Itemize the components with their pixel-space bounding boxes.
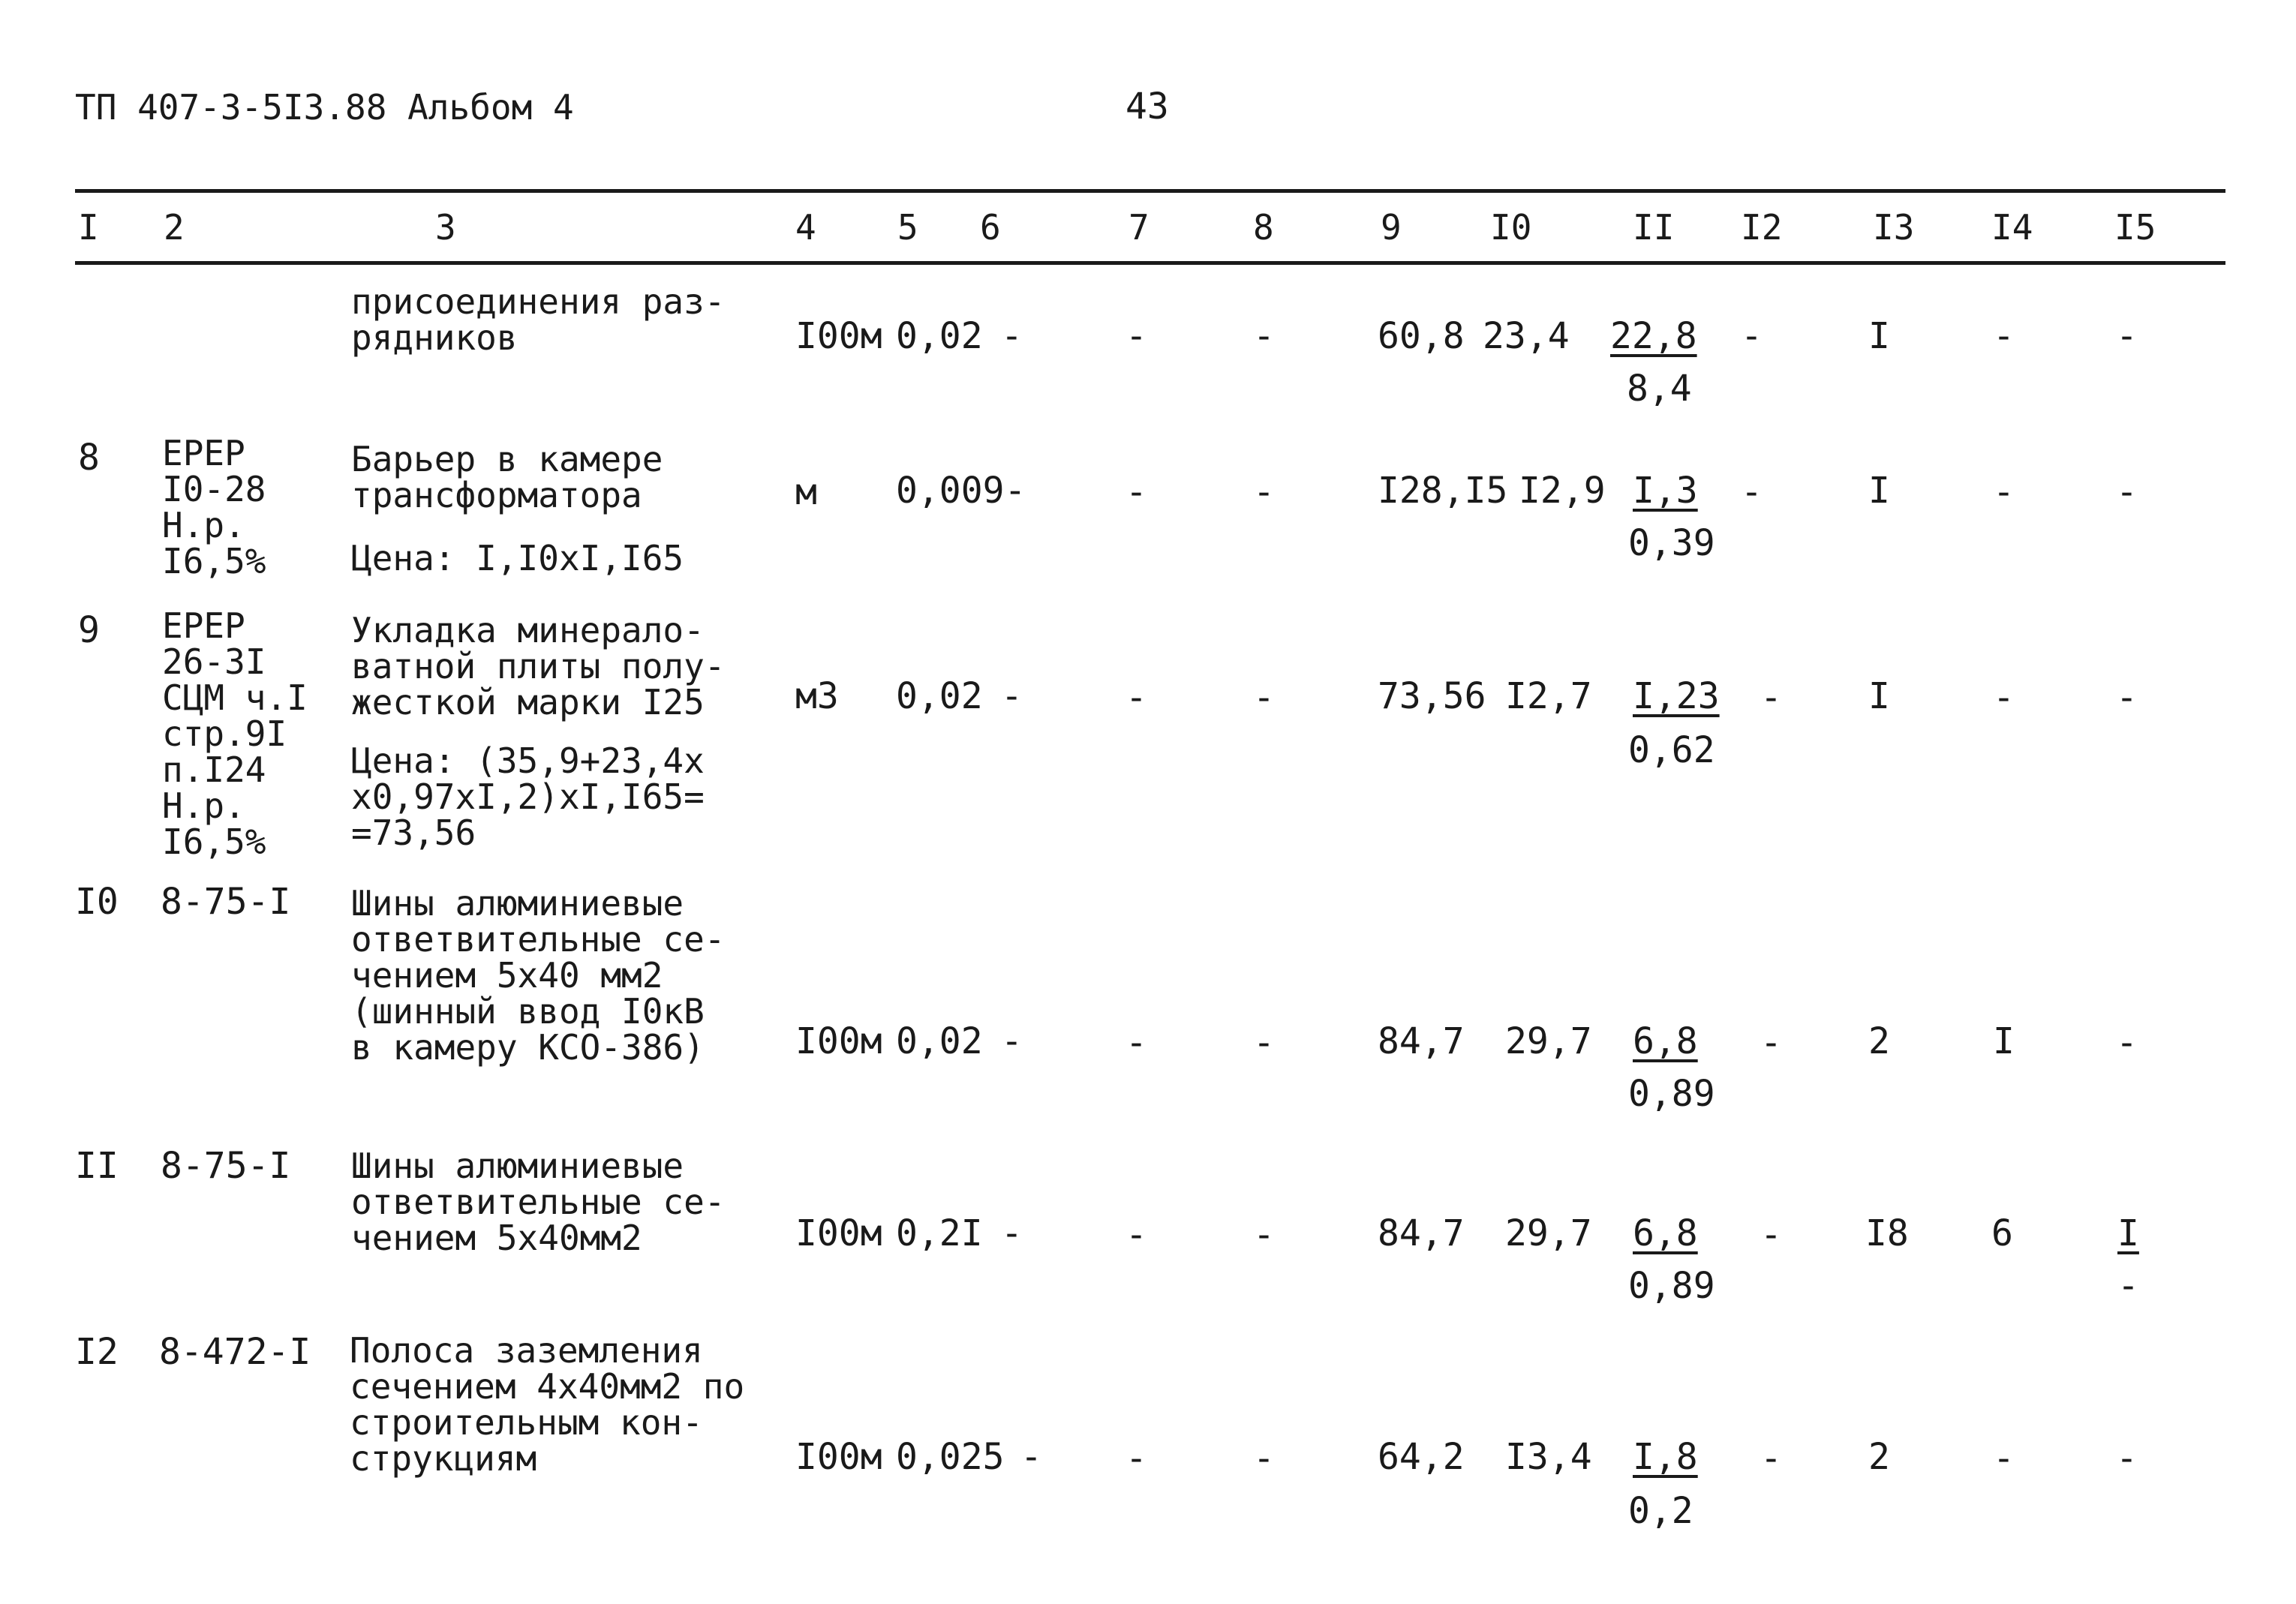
row-unit: I00м xyxy=(795,315,882,357)
row-col9: 60,8 xyxy=(1378,315,1465,357)
row-col14: - xyxy=(1993,1437,2015,1479)
row-col11-bottom: 0,39 xyxy=(1628,522,1715,564)
row-quantity: 0,02 xyxy=(896,315,983,357)
row-col12: - xyxy=(1760,1022,1782,1064)
row-col10: 29,7 xyxy=(1505,1020,1592,1062)
row-col7: - xyxy=(1125,1437,1147,1479)
row-col10: 29,7 xyxy=(1505,1212,1592,1254)
row-col7: - xyxy=(1125,315,1147,357)
row-col14: I xyxy=(1993,1020,2015,1062)
column-header: 6 xyxy=(980,207,1001,248)
row-col13: 2 xyxy=(1868,1436,1890,1478)
row-number: 9 xyxy=(78,609,100,651)
row-quantity: 0,02 xyxy=(896,1020,983,1062)
row-col9: 84,7 xyxy=(1378,1212,1465,1254)
row-col11-bottom: 0,89 xyxy=(1628,1265,1715,1307)
row-col13: I xyxy=(1868,470,1890,512)
row-col6: - xyxy=(1001,1020,1023,1062)
row-col11-top: I,8 xyxy=(1633,1436,1698,1478)
row-col7: - xyxy=(1125,677,1147,719)
row-quantity: 0,02 xyxy=(896,675,983,717)
page-number: 43 xyxy=(1125,86,1169,128)
row-col9: 84,7 xyxy=(1378,1020,1465,1062)
row-col11-bottom: 0,89 xyxy=(1628,1073,1715,1115)
column-header: I2 xyxy=(1741,207,1783,248)
row-col10: 23,4 xyxy=(1483,315,1570,357)
row-col13: 2 xyxy=(1868,1020,1890,1062)
row-col11-top: I,23 xyxy=(1633,675,1720,717)
row-price: Цена: I,I0xI,I65 xyxy=(351,538,684,578)
column-header: 2 xyxy=(164,207,185,248)
column-header: 8 xyxy=(1253,207,1274,248)
row-number: II xyxy=(75,1145,119,1187)
row-col11-bottom: 0,62 xyxy=(1628,729,1715,771)
row-number: 8 xyxy=(78,437,100,479)
row-col15: - xyxy=(2116,677,2138,719)
row-col9: I28,I5 xyxy=(1378,470,1508,512)
row-description: Шины алюминиевые ответвительные се- чением 5х40мм2 xyxy=(351,1146,726,1258)
row-col6: - xyxy=(1001,1212,1023,1254)
row-col9: 64,2 xyxy=(1378,1436,1465,1478)
row-quantity: 0,2I xyxy=(896,1212,983,1254)
row-col11-top: 6,8 xyxy=(1633,1020,1698,1062)
row-col6: - xyxy=(1001,675,1023,717)
row-unit: I00м xyxy=(795,1436,882,1478)
row-col11-top: I,3 xyxy=(1633,470,1698,512)
row-col7: - xyxy=(1125,1022,1147,1064)
row-col11-top: 6,8 xyxy=(1633,1212,1698,1254)
row-quantity: 0,009- xyxy=(896,470,1026,512)
row-col12: - xyxy=(1760,1214,1782,1256)
column-header: 3 xyxy=(435,207,456,248)
table-top-rule xyxy=(75,189,2225,193)
row-col9: 73,56 xyxy=(1378,675,1486,717)
row-col13: I xyxy=(1868,315,1890,357)
row-col12: - xyxy=(1760,677,1782,719)
row-col15: - xyxy=(2116,1022,2138,1064)
row-col8: - xyxy=(1253,1214,1275,1256)
row-col12: - xyxy=(1741,471,1763,513)
row-description: присоединения раз- рядников xyxy=(351,281,726,358)
column-header: 5 xyxy=(897,207,918,248)
row-code: ЕРЕР 26-3I СЦМ ч.I стр.9I п.I24 Н.р. I6,5% xyxy=(162,605,308,862)
row-description: Шины алюминиевые ответвительные се- чением 5х40 мм2 (шинный ввод I0кВ в камеру КСО-386) xyxy=(351,883,726,1068)
row-col8: - xyxy=(1253,471,1275,513)
row-col11-bottom: 8,4 xyxy=(1627,368,1692,410)
row-col15: - xyxy=(2116,315,2138,357)
row-col6: - xyxy=(1001,315,1023,357)
row-col8: - xyxy=(1253,1437,1275,1479)
row-description: Барьер в камере трансформатора xyxy=(351,439,663,515)
row-col6: - xyxy=(1020,1436,1042,1478)
row-number: I0 xyxy=(75,881,119,923)
row-col11-bottom: 0,2 xyxy=(1628,1490,1693,1532)
row-col15: I xyxy=(2117,1212,2139,1254)
row-col7: - xyxy=(1125,471,1147,513)
column-header: I5 xyxy=(2114,207,2156,248)
column-header: I0 xyxy=(1490,207,1532,248)
row-price: Цена: (35,9+23,4х х0,97хI,2)хI,I65= =73,56 xyxy=(351,740,705,853)
row-col8: - xyxy=(1253,315,1275,357)
row-col13: I8 xyxy=(1865,1212,1909,1254)
row-code: 8-75-I xyxy=(161,1145,291,1187)
row-col12: - xyxy=(1741,315,1763,357)
row-unit: м xyxy=(795,471,817,513)
table-header-rule xyxy=(75,261,2225,265)
row-col10: I2,9 xyxy=(1519,470,1606,512)
row-col8: - xyxy=(1253,677,1275,719)
row-col15: - xyxy=(2116,1437,2138,1479)
column-header: I4 xyxy=(1991,207,2033,248)
document-code: ТП 407-3-5I3.88 Альбом 4 xyxy=(75,87,574,128)
row-col10: I3,4 xyxy=(1505,1436,1592,1478)
row-col14: - xyxy=(1993,471,2015,513)
row-col8: - xyxy=(1253,1022,1275,1064)
row-col15-bottom: - xyxy=(2117,1265,2139,1307)
row-unit: I00м xyxy=(795,1212,882,1254)
column-header: I xyxy=(78,207,99,248)
row-description: Полоса заземления сечением 4х40мм2 по строительным кон- струкциям xyxy=(350,1330,745,1479)
row-code: ЕРЕР I0-28 Н.р. I6,5% xyxy=(162,433,266,581)
row-code: 8-472-I xyxy=(159,1331,311,1373)
row-col14: - xyxy=(1993,677,2015,719)
row-col12: - xyxy=(1760,1437,1782,1479)
row-number: I2 xyxy=(75,1331,119,1373)
row-col14: - xyxy=(1993,315,2015,357)
column-header: I3 xyxy=(1873,207,1915,248)
row-col7: - xyxy=(1125,1214,1147,1256)
row-quantity: 0,025 xyxy=(896,1436,1005,1478)
column-header: 7 xyxy=(1128,207,1150,248)
row-col14: 6 xyxy=(1991,1212,2013,1254)
column-header: 9 xyxy=(1381,207,1402,248)
row-col13: I xyxy=(1868,675,1890,717)
row-code: 8-75-I xyxy=(161,881,291,923)
row-unit: I00м xyxy=(795,1020,882,1062)
row-unit: м3 xyxy=(795,675,839,717)
column-header: II xyxy=(1633,207,1675,248)
column-header: 4 xyxy=(795,207,816,248)
row-col11-top: 22,8 xyxy=(1610,315,1697,357)
row-col10: I2,7 xyxy=(1505,675,1592,717)
row-col15: - xyxy=(2116,471,2138,513)
row-description: Укладка минерало- ватной плиты полу- жесткой марки I25 xyxy=(351,610,726,722)
